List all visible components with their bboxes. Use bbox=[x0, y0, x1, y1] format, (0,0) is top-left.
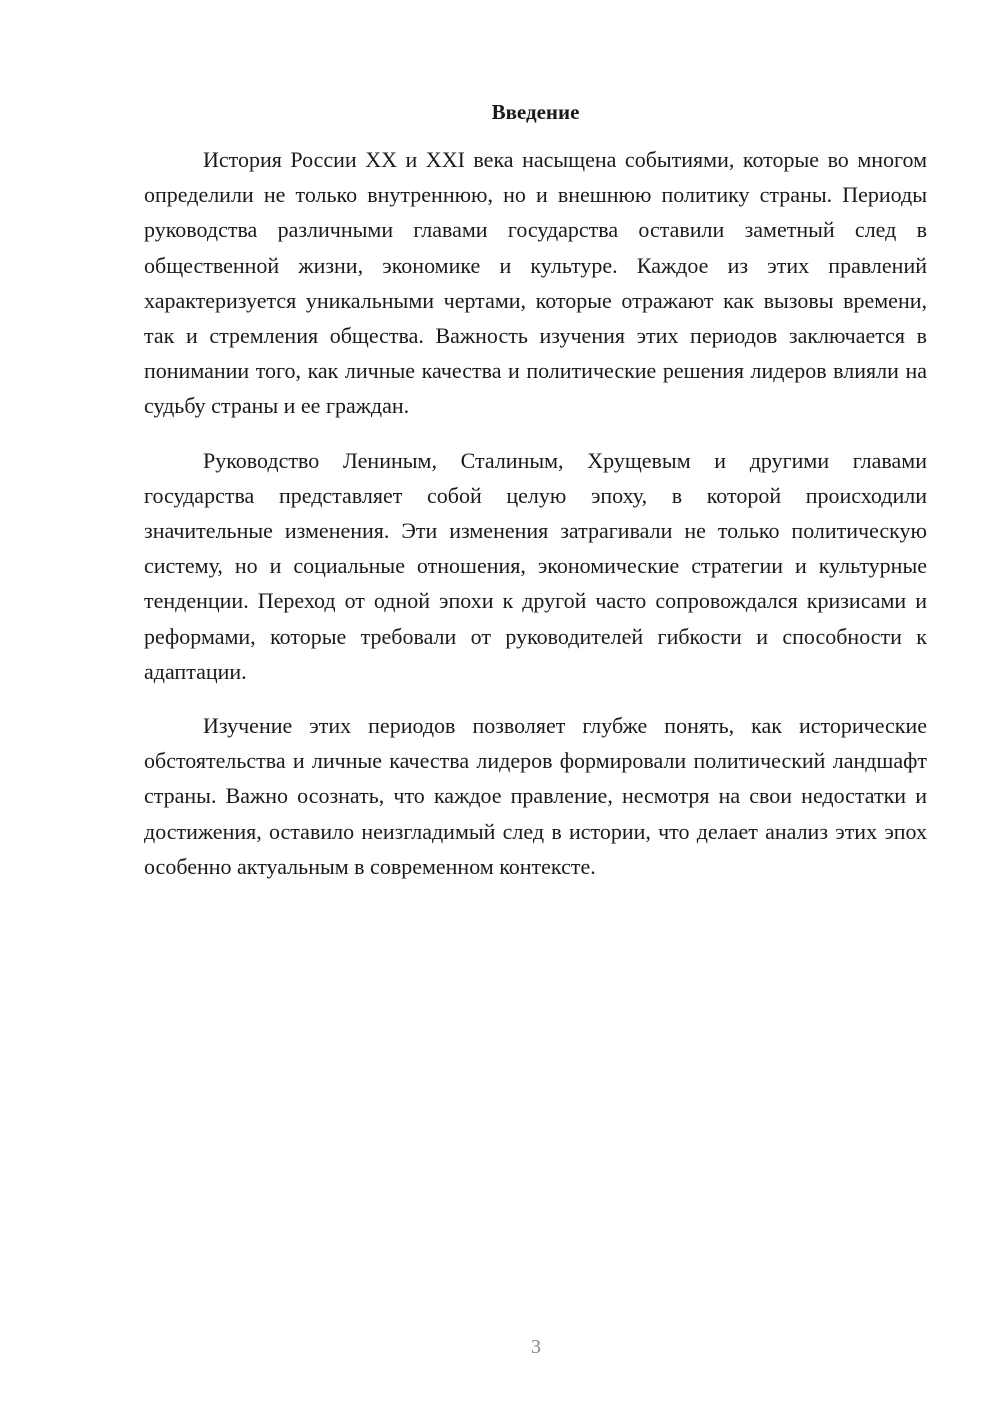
paragraph-1: История России XX и XXI века насыщена событиями, которые во многом определили не только внутреннюю, но и внешнюю политику страны. Периоды руководства различными главами государства оставили заметный след в общественной жизни, экономике и культуре. Каждое из этих правлений характеризуется уникальными чертами, которые отражают как вызовы времени, так и стремления общества. Важность изучения этих периодов заключается в понимании того, как личные качества и политические решения лидеров влияли на судьбу страны и ее граждан. bbox=[144, 147, 927, 419]
page-content bbox=[144, 94, 927, 903]
paragraph-3: Изучение этих периодов позволяет глубже понять, как исторические обстоятельства и личные качества лидеров формировали политический ландшафт страны. Важно осознать, что каждое правление, несмотря на свои недостатки и достижения, оставило неизгладимый след в истории, что делает анализ этих эпох особенно актуальным в современном контексте. bbox=[144, 713, 927, 879]
section-heading: Введение bbox=[491, 100, 580, 124]
paragraph-2: Руководство Лениным, Сталиным, Хрущевым и другими главами государства представляет собой целую эпоху, в которой происходили значительные изменения. Эти изменения затрагивали не только политическую систему, но и социальные отношения, экономические стратегии и культурные тенденции. Переход от одной эпохи к другой часто сопровождался кризисами и реформами, которые требовали от руководителей гибкости и способности к адаптации. bbox=[144, 447, 927, 684]
page-number: 3 bbox=[531, 1336, 541, 1358]
